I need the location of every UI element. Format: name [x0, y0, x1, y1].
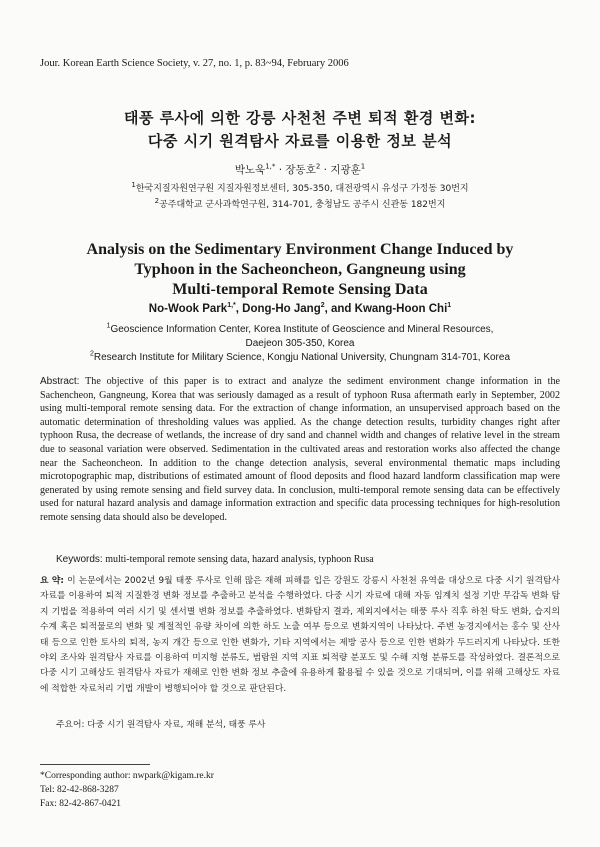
korean-affiliation-1: [0, 181, 600, 194]
journal-citation: Jour. Korean Earth Science Society, v. 27, no. 1, p. 83~94, February 2006: [40, 58, 349, 69]
korean-affiliation-2-sup: 2: [154, 197, 160, 205]
korean-author-3-sup: 1: [360, 162, 366, 171]
abstract-label: Abstract:: [40, 376, 80, 387]
english-title-line-2: Typhoon in the Sacheoncheon, Gangneung using: [134, 261, 466, 278]
korean-affiliation-1-text: 한국지질자원연구원 지질자원정보센터, 305-350, 대전광역시 유성구 가정동 30번지: [135, 184, 469, 194]
footnote-divider: [40, 764, 150, 765]
korean-author-1-sup: 1,*: [265, 162, 276, 171]
english-affiliation-1: [0, 324, 600, 335]
english-affiliation-1-line-2: Daejeon 305-350, Korea: [245, 338, 355, 349]
korean-author-sep-2: ·: [320, 164, 331, 176]
english-authors: [0, 303, 600, 315]
korean-author-2: 장동호: [285, 164, 316, 176]
footnote-fax: Fax: 82-42-867-0421: [40, 799, 122, 809]
english-affiliation-1-sup: 1: [106, 322, 111, 330]
abstract-text: The objective of this paper is to extract and analyze the sediment environment change information in the Sachencheon, Gangneung, Korea that was seriously damaged as a result of typhoon Rusa aftermath early in September, 2002 using multi-temporal remote sensing data. For the extraction of change information, an unsupervised approach based on the automatic determination of thresholding values was applied. As the change detection results, turbidity changes right after typhoon Rusa, the decrease of wetlands, the increase of dry sand and channel width and changes of relative level in the stream due to seasonal variation were observed. Sedimentation in the cultivated areas and restoration works also affected the change near the Sacheoncheon. In addition to the change detection analysis, several environmental thematic maps including microtopographic map, distributions of estimated amount of flood deposits and flood hazard landform classification map were generated by using remote sensing and field survey data. In conclusion, multi-temporal remote sensing data can be effectively used for natural hazard analysis and damage information extraction and specific data processing techniques for high-resolution remote sensing data should also be developed.: [40, 376, 560, 523]
korean-title-line-1: 태풍 루사에 의한 강릉 사천천 주변 퇴적 환경 변화:: [123, 109, 477, 127]
korean-affiliation-2: [0, 197, 600, 210]
english-author-1-sup: 1,*: [227, 302, 236, 310]
english-author-1: No-Wook Park: [148, 303, 228, 315]
english-author-sep-1: ,: [235, 303, 243, 315]
english-author-3: Kwang-Hoon Chi: [354, 303, 448, 315]
english-affiliation-2-text: Research Institute for Military Science, Kongju National University, Chungnam 314-701, Korea: [93, 352, 511, 363]
english-affiliation-2-sup: 2: [89, 350, 94, 358]
keywords-label: Keywords:: [56, 554, 103, 565]
english-affiliation-2: [0, 352, 600, 363]
keywords: [56, 554, 374, 565]
korean-abstract-label: 요 약:: [40, 576, 64, 586]
footnote-corresponding-author: *Corresponding author: nwpark@kigam.re.kr: [40, 771, 214, 781]
korean-authors: [0, 162, 600, 177]
english-affiliation-1-line-1: Geoscience Information Center, Korea Institute of Geoscience and Mineral Resources,: [110, 324, 494, 335]
keywords-text: multi-temporal remote sensing data, hazard analysis, typhoon Rusa: [105, 554, 374, 565]
english-title-line-1: Analysis on the Sedimentary Environment Change Induced by: [86, 241, 514, 258]
korean-keywords-text: 다중 시기 원격탐사 자료, 재해 분석, 태풍 루사: [87, 720, 266, 730]
english-title-line-3: Multi-temporal Remote Sensing Data: [172, 281, 428, 298]
footnote-tel: Tel: 82-42-868-3287: [40, 785, 119, 795]
english-author-sep-2: , and: [324, 303, 355, 315]
korean-abstract: [40, 574, 560, 697]
abstract: [40, 375, 560, 525]
english-author-2-sup: 2: [320, 302, 325, 310]
korean-author-2-sup: 2: [315, 162, 321, 171]
english-author-2: Dong-Ho Jang: [242, 303, 321, 315]
korean-keywords: [56, 717, 265, 730]
korean-keywords-label: 주요어:: [56, 720, 85, 730]
korean-author-1: 박노욱: [234, 164, 266, 176]
korean-title-line-2: 다중 시기 원격탐사 자료를 이용한 정보 분석: [147, 132, 453, 150]
korean-abstract-text: 이 논문에서는 2002년 9월 태풍 루사로 인해 많은 재해 피해를 입은 강원도 강릉시 사천천 유역을 대상으로 다중 시기 원격탐사 자료를 이용하여 퇴적 지질환경 변화 정보를 추출하고 분석을 수행하였다. 다중 시기 자료에 대해 자동 임계치 설정 기반 무감독 변화 탐지 기법을 적용하여 여러 시기 및 센서별 변화 정보를 추출하였다. 변화탐지 결과, 제외지에서는 태풍 루사 직후 하천 탁도 변화, 습지의 수계 혹은 퇴적물로의 변화 및 계절적인 유량 차이에 의한 하도 노출 여부 등으로 변화지역이 나타났다. 주변 농경지에서는 홍수 및 산사태 등으로 인한 토사의 퇴적, 농지 개간 등으로 인한 변화가, 기타 지역에서는 제방 공사 등으로 인한 변화가 두드러지게 나타났다. 또한 야외 조사와 원격탐사 자료를 이용하여 미지형 분류도, 범람원 지역 지표 퇴적량 분포도 및 수해 지형 분류도를 작성하였다. 결론적으로 다중 시기 고해상도 원격탐사 자료가 재해로 인한 변화 정보 추출에 유용하게 활용될 수 있을 것으로 기대되며, 이를 위해 고해상도 자료에 적합한 자료처리 기법 개발이 병행되어야 할 것으로 판단된다.: [40, 576, 561, 694]
korean-affiliation-1-sup: 1: [131, 181, 136, 189]
english-author-3-sup: 1: [447, 302, 452, 310]
korean-author-3: 지광훈: [330, 164, 361, 176]
korean-author-sep-1: ·: [275, 164, 286, 176]
korean-affiliation-2-text: 공주대학교 군사과학연구원, 314-701, 충청남도 공주시 신관동 182번지: [159, 200, 446, 210]
